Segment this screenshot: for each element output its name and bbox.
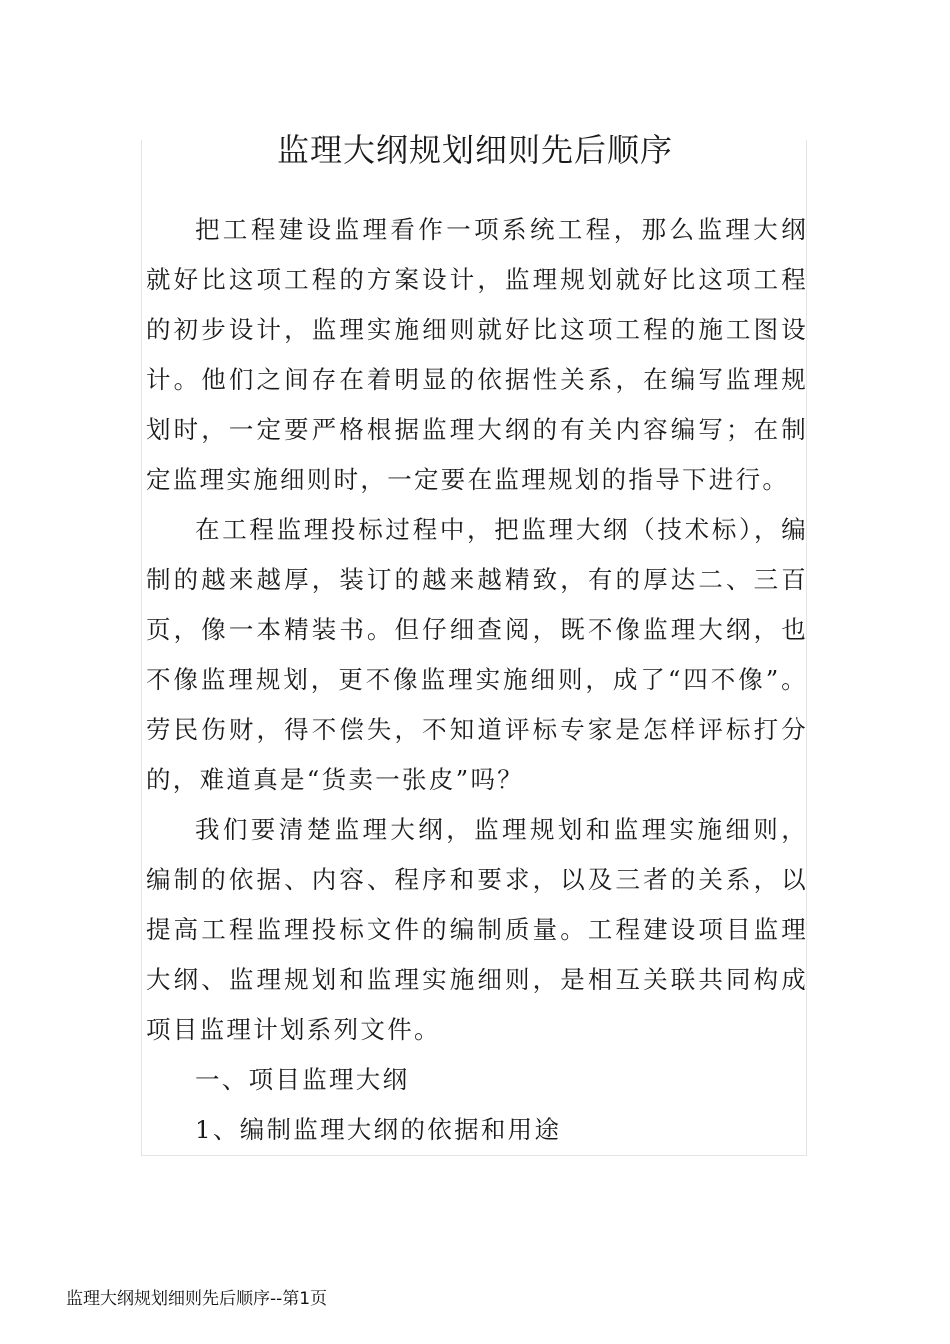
paragraph-bidding: 在工程监理投标过程中，把监理大纲（技术标），编制的越来越厚，装订的越来越精致，有的厚达二、三百页，像一本精装书。但仔细查阅，既不像监理大纲，也不像监理规划，更不像监理实施细则，成了“四不像”。劳民伤财，得不偿失，不知道评标专家是怎样评标打分的，难道真是“货卖一张皮”吗？ [146,515,808,794]
paragraph-intro: 把工程建设监理看作一项系统工程，那么监理大纲就好比这项工程的方案设计，监理规划就好比这项工程的初步设计，监理实施细则就好比这项工程的施工图设计。他们之间存在着明显的依据性关系，在编写监理规划时，一定要严格根据监理大纲的有关内容编写；在制定监理实施细则时，一定要在监理规划的指导下进行。 [146,215,808,494]
document-title: 监理大纲规划细则先后顺序 [276,131,673,169]
document-body [146,205,808,1155]
section-heading: 一、项目监理大纲 [195,1065,410,1094]
page-footer: 监理大纲规划细则先后顺序--第1页 [66,1289,328,1309]
subsection-heading: 1、编制监理大纲的依据和用途 [195,1115,562,1144]
paragraph-relationship: 我们要清楚监理大纲，监理规划和监理实施细则，编制的依据、内容、程序和要求，以及三者的关系，以提高工程监理投标文件的编制质量。工程建设项目监理大纲、监理规划和监理实施细则，是相互关联共同构成项目监理计划系列文件。 [146,815,808,1044]
